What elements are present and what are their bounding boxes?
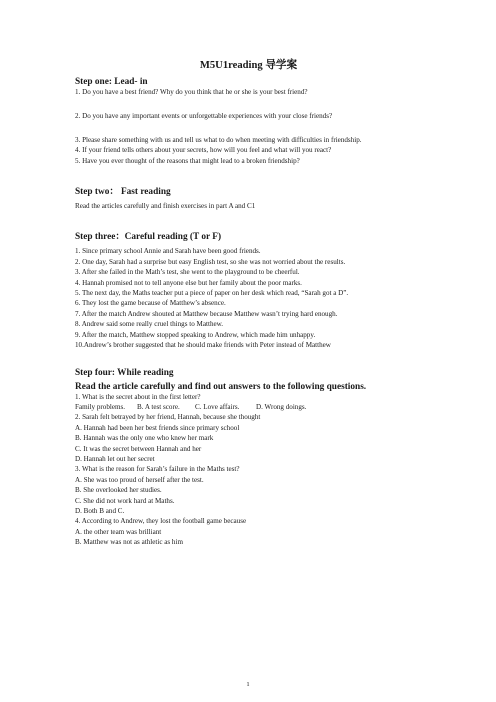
true-false-item: 2. One day, Sarah had a surprise but easy English test, so she was not worried about the results.	[75, 257, 346, 266]
lead-in-question-2: 2. Do you have any important events or unforgettable experiences with your close friends?	[75, 111, 333, 120]
page-title: M5U1reading 导学案	[199, 60, 298, 71]
step-four-heading: Step four: While reading	[75, 367, 174, 378]
question-3-option: D. Both B and C.	[75, 506, 125, 515]
lead-in-question-4: 4. If your friend tells others about your secrets, how will you feel and what will you react?	[75, 146, 332, 155]
step-two-heading: Step two： Fast reading	[75, 187, 171, 198]
page-number: 1	[246, 681, 250, 688]
question-2-option: B. Hannah was the only one who knew her mark	[75, 434, 214, 443]
question-4-option: A. the other team was brilliant	[75, 527, 162, 536]
true-false-item: 9. After the match, Matthew stopped speaking to Andrew, which made him unhappy.	[75, 330, 316, 339]
question-4-option: B. Matthew was not as athletic as him	[75, 538, 183, 547]
lead-in-question-5: 5. Have you ever thought of the reasons that might lead to a broken friendship?	[75, 156, 300, 165]
question-3-option: C. She did not work hard at Maths.	[75, 496, 175, 505]
true-false-item: 4. Hannah promised not to tell anyone else but her family about the poor marks.	[75, 278, 302, 287]
step-one-heading: Step one: Lead- in	[75, 77, 148, 87]
option-d: D. Wrong doings.	[256, 402, 307, 411]
true-false-item: 8. Andrew said some really cruel things to Matthew.	[75, 320, 224, 329]
option-b: B. A test score.	[137, 402, 180, 411]
lead-in-question-3: 3. Please share something with us and tell us what to do when meeting with difficulties in friendship.	[75, 135, 362, 144]
true-false-item: 10.Andrew’s brother suggested that he should make friends with Peter instead of Matthew	[75, 341, 331, 350]
question-2-option: C. It was the secret between Hannah and her	[75, 444, 202, 453]
true-false-item: 7. After the match Andrew shouted at Matthew because Matthew wasn’t trying hard enough.	[75, 309, 338, 318]
true-false-list	[75, 246, 422, 350]
lead-in-question-1: 1. Do you have a best friend? Why do you think that he or she is your best friend?	[75, 88, 308, 96]
true-false-item: 6. They lost the game because of Matthew’s absence.	[75, 299, 226, 308]
fast-reading-instruction: Read the articles carefully and finish exercises in part A and C1	[75, 202, 256, 211]
question-2-option: D. Hannah let out her secret	[75, 454, 155, 463]
question-3: 3. What is the reason for Sarah’s failure in the Maths test?	[75, 465, 240, 474]
step-three-heading: Step three：Careful reading (T or F)	[75, 232, 222, 243]
option-a: Family problems.	[75, 402, 126, 411]
true-false-item: 1. Since primary school Annie and Sarah have been good friends.	[75, 247, 261, 256]
true-false-item: 5. The next day, the Maths teacher put a piece of paper on her desk which read, “Sarah got a D”.	[75, 289, 349, 298]
question-3-option: A. She was too proud of herself after the test.	[75, 475, 204, 484]
question-1-options	[75, 402, 422, 412]
question-2: 2. Sarah felt betrayed by her friend, Hannah, because she thought	[75, 413, 261, 422]
option-c: C. Love affairs.	[195, 402, 240, 411]
document-page	[75, 57, 422, 548]
question-2-option: A. Hannah had been her best friends since primary school	[75, 423, 240, 432]
true-false-item: 3. After she failed in the Math’s test, she went to the playground to be cheerful.	[75, 268, 300, 277]
while-reading-instruction: Read the article carefully and find out answers to the following questions.	[75, 381, 367, 392]
question-3-option: B. She overlooked her studies.	[75, 486, 162, 495]
question-1: 1. What is the secret about in the first letter?	[75, 392, 201, 401]
question-4: 4. According to Andrew, they lost the football game because	[75, 517, 247, 526]
